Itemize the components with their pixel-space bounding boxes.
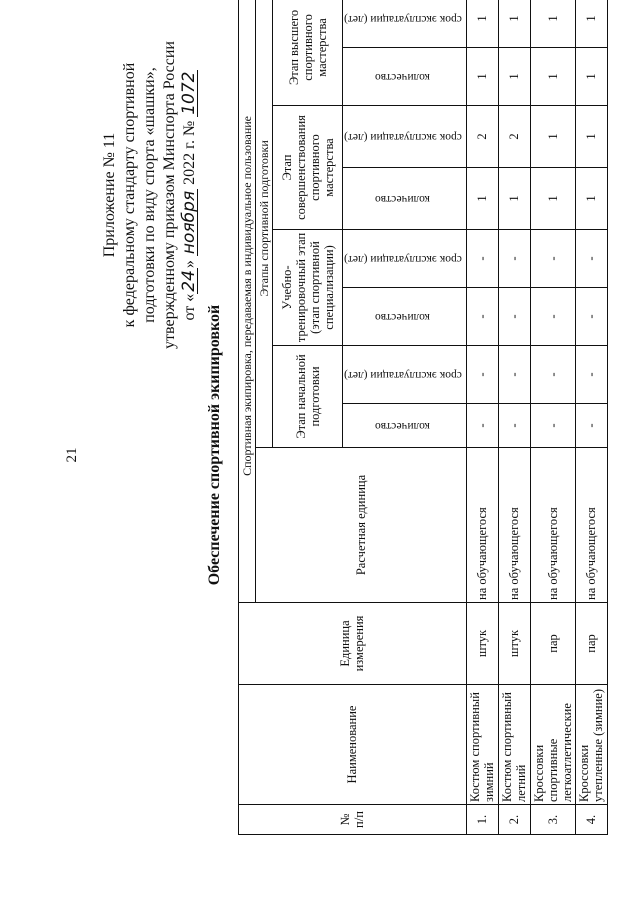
date-prefix: от « xyxy=(181,293,198,321)
table-row xyxy=(466,0,498,835)
row-value: - xyxy=(498,404,530,448)
row-value: 1 xyxy=(530,168,575,230)
header-stages: Этапы спортивной подготовки xyxy=(256,0,273,448)
header-stage-3: Этап совершенствования спортивного мастерства xyxy=(273,106,343,230)
table-row xyxy=(575,0,607,835)
row-value: - xyxy=(530,230,575,288)
row-name: Кроссовки утепленные (зимние) xyxy=(575,685,607,805)
row-unit: штук xyxy=(466,603,498,685)
row-value: - xyxy=(530,288,575,346)
sub-term-2 xyxy=(343,230,467,288)
appendix-line3: подготовки по виду спорта «шашки», xyxy=(141,67,158,323)
row-value: 1 xyxy=(575,106,607,168)
row-number: 4. xyxy=(575,805,607,835)
sub-qty-label: количество xyxy=(375,71,431,83)
row-number: 1. xyxy=(466,805,498,835)
document-title: Обеспечение спортивной экипировкой xyxy=(206,304,223,586)
row-value: - xyxy=(575,288,607,346)
row-calc: на обучающегося xyxy=(530,448,575,603)
row-value: 1 xyxy=(530,48,575,106)
row-value: - xyxy=(466,230,498,288)
header-number: № п/п xyxy=(239,805,467,835)
row-value: 2 xyxy=(498,106,530,168)
row-value: - xyxy=(466,346,498,404)
row-value: - xyxy=(498,288,530,346)
row-name: Кроссовки спортивные легкоатлетические xyxy=(530,685,575,805)
sub-qty-label: количество xyxy=(375,420,431,432)
row-value: 1 xyxy=(466,0,498,48)
row-calc: на обучающегося xyxy=(466,448,498,603)
row-value: 1 xyxy=(466,168,498,230)
row-number: 3. xyxy=(530,805,575,835)
row-value: - xyxy=(466,404,498,448)
row-name: Костюм спортивный зимний xyxy=(466,685,498,805)
row-value: 2 xyxy=(466,106,498,168)
sub-term-4 xyxy=(343,0,467,48)
date-mid: » xyxy=(181,260,198,269)
row-value: 1 xyxy=(530,0,575,48)
row-value: - xyxy=(575,346,607,404)
sub-term-label: срок эксплуатации (лет) xyxy=(344,12,462,25)
row-value: 1 xyxy=(498,0,530,48)
row-value: 1 xyxy=(530,106,575,168)
row-calc: на обучающегося xyxy=(498,448,530,603)
row-value: 1 xyxy=(498,168,530,230)
row-calc: на обучающегося xyxy=(575,448,607,603)
row-value: 1 xyxy=(575,168,607,230)
header-stage-4: Этап высшего спортивного мастерства xyxy=(273,0,343,106)
sub-qty-2 xyxy=(343,288,467,346)
row-number: 2. xyxy=(498,805,530,835)
date-day-handwritten: 24 xyxy=(179,270,199,292)
row-value: 1 xyxy=(466,48,498,106)
header-stage-1: Этап начальной подготовки xyxy=(273,346,343,448)
table-row xyxy=(530,0,575,835)
row-value: - xyxy=(575,230,607,288)
appendix-header xyxy=(100,25,200,365)
row-value: 1 xyxy=(575,48,607,106)
sub-term-label: срок эксплуатации (лет) xyxy=(344,369,462,381)
sub-term-3 xyxy=(343,106,467,168)
sub-qty-3 xyxy=(343,168,467,230)
row-value: - xyxy=(498,230,530,288)
sub-term-label: срок эксплуатации (лет) xyxy=(344,253,462,265)
header-group-top: Спортивная экипировка, передаваемая в индивидуальное пользование xyxy=(239,0,256,603)
row-unit: пар xyxy=(575,603,607,685)
row-value: - xyxy=(466,288,498,346)
appendix-line4: утвержденному приказом Минспорта России xyxy=(161,41,178,349)
row-value: 1 xyxy=(498,48,530,106)
page-number: 21 xyxy=(64,447,80,463)
appendix-line1: Приложение № 11 xyxy=(101,132,118,258)
row-value: - xyxy=(575,404,607,448)
sub-qty-1 xyxy=(343,404,467,448)
sub-term-label: срок эксплуатации (лет) xyxy=(344,131,462,143)
appendix-line2: к федеральному стандарту спортивной xyxy=(121,62,138,328)
date-month-handwritten: ноября xyxy=(179,190,199,255)
equipment-table xyxy=(238,0,608,835)
sub-qty-4 xyxy=(343,48,467,106)
row-unit: пар xyxy=(530,603,575,685)
row-value: - xyxy=(530,346,575,404)
header-calc: Расчетная единица xyxy=(256,448,467,603)
sub-qty-label: количество xyxy=(375,311,431,323)
row-value: 1 xyxy=(575,0,607,48)
row-value: - xyxy=(498,346,530,404)
row-unit: штук xyxy=(498,603,530,685)
row-name: Костюм спортивный летний xyxy=(498,685,530,805)
header-name: Наименование xyxy=(239,685,467,805)
table-row xyxy=(498,0,530,835)
header-stage-2: Учебно-тренировочный этап (этап спортивной специализации) xyxy=(273,230,343,346)
sub-qty-label: количество xyxy=(375,193,431,205)
header-unit: Единица измерения xyxy=(239,603,467,685)
appendix-date-line xyxy=(180,25,200,365)
order-number-handwritten: 1072 xyxy=(179,71,199,115)
date-year: 2022 г. № xyxy=(181,120,198,185)
sub-term-1 xyxy=(343,346,467,404)
row-value: - xyxy=(530,404,575,448)
